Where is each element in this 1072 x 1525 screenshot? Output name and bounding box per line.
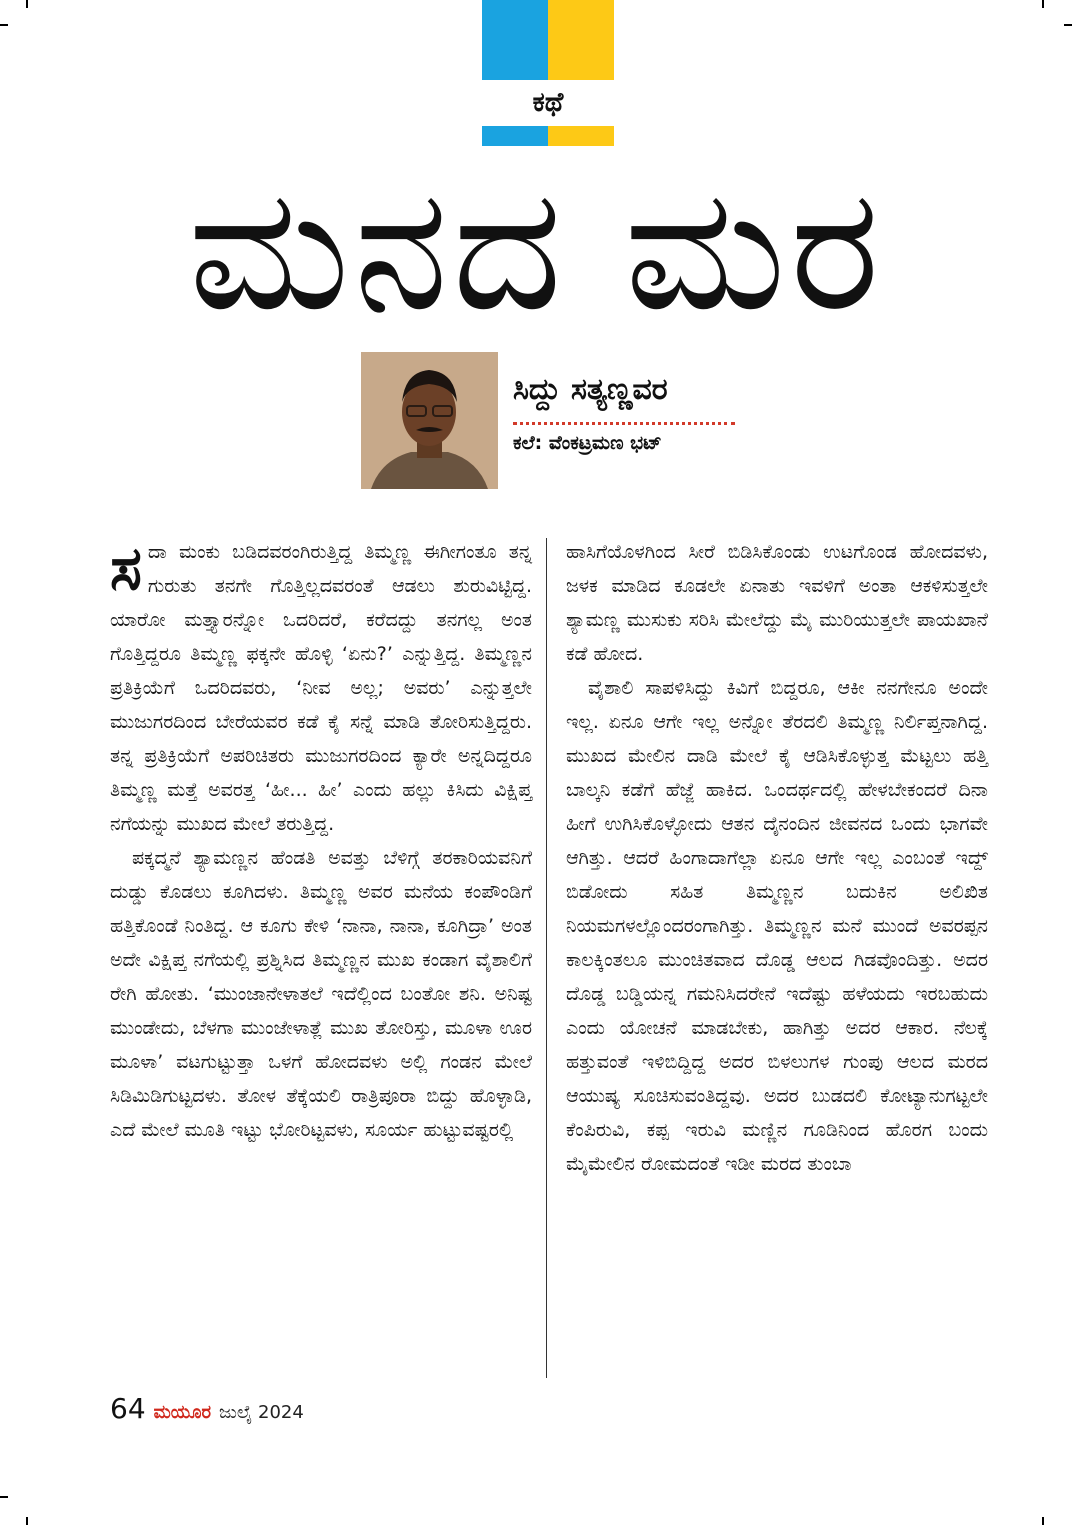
page-footer — [110, 1392, 304, 1425]
section-logo — [482, 0, 614, 146]
drop-cap: ಸ — [110, 534, 142, 604]
author-portrait-icon — [361, 352, 498, 489]
article-column-left — [110, 535, 532, 1147]
crop-mark — [26, 0, 28, 8]
crop-mark — [26, 1517, 28, 1525]
section-label: ಕಥೆ — [532, 87, 564, 118]
crop-mark — [0, 1496, 8, 1498]
crop-mark — [1064, 24, 1072, 26]
section-logo-yellow-bar — [548, 126, 614, 146]
article-column-right — [566, 535, 988, 1181]
byline-divider — [513, 422, 735, 425]
issue-date: ಜುಲೈ 2024 — [219, 1402, 304, 1423]
section-logo-blue-bar — [482, 126, 548, 146]
page-number: 64 — [110, 1392, 146, 1425]
crop-mark — [1042, 0, 1044, 8]
section-logo-blue-block — [482, 0, 548, 80]
illustration-credit: ಕಲೆ: ವೆಂಕಟ್ರಮಣ ಭಟ್ — [513, 432, 662, 454]
article-paragraph: ಪಕ್ಕದ್ಮನೆ ಶ್ಯಾಮಣ್ಣನ ಹೆಂಡತಿ ಅವತ್ತು ಬೆಳಿಗ್ಗೆ ತರಕಾರಿಯವನಿಗೆ ದುಡ್ಡು ಕೊಡಲು ಕೂಗಿದಳು. ತಿಮ್ಮಣ್ಣ ಅವರ ಮನೆಯ ಕಂಪೌಂಡಿಗೆ ಹತ್ತಿಕೊಂಡೆ ನಿಂತಿದ್ದ. ಆ ಕೂಗು ಕೇಳಿ ‘ನಾನಾ, ನಾನಾ, ಕೂಗಿದ್ರಾ’ ಅಂತ ಅದೇ ವಿಕ್ಷಿಪ್ತ ನಗೆಯಲ್ಲಿ ಪ್ರಶ್ನಿಸಿದ ತಿಮ್ಮಣ್ಣನ ಮುಖ ಕಂಡಾಗ ವೈಶಾಲಿಗೆ ರೇಗಿ ಹೋತು. ‘ಮುಂಜಾನೇಳಾತಲೆ ಇದೆಲ್ಲಿಂದ ಬಂತೋ ಶನಿ. ಅನಿಷ್ಟ ಮುಂಡೇದು, ಬೆಳಗಾ ಮುಂಜೇಳಾತ್ಲೆ ಮುಖ ತೋರಿಸ್ತು, ಮೂಳಾ ಊರ ಮೂಳಾ’ ವಟಗುಟ್ಟುತ್ತಾ ಒಳಗೆ ಹೋದವಳು ಅಲ್ಲಿ ಗಂಡನ ಮೇಲೆ ಸಿಡಿಮಿಡಿಗುಟ್ಟದಳು. ತೋಳ ತೆಕ್ಕೆಯಲಿ ರಾತ್ರಿಪೂರಾ ಬಿದ್ದು ಹೊಳ್ಳಾಡಿ, ಎದೆ ಮೇಲೆ ಮೂತಿ ಇಟ್ಟು ಭೋರಿಟ್ಟವಳು, ಸೂರ್ಯ ಹುಟ್ಟುವಷ್ಟರಲ್ಲಿ — [110, 847, 532, 1141]
article-paragraph: ವೈಶಾಲಿ ಸಾಪಳಿಸಿದ್ದು ಕಿವಿಗೆ ಬಿದ್ದರೂ, ಆಕೀ ನನಗೇನೂ ಅಂದೇ ಇಲ್ಲ. ಏನೂ ಆಗೇ ಇಲ್ಲ ಅನ್ನೋ ತೆರದಲಿ ತಿಮ್ಮಣ್ಣ ನಿರ್ಲಿಪ್ತನಾಗಿದ್ದ. ಮುಖದ ಮೇಲಿನ ದಾಡಿ ಮೇಲೆ ಕೈ ಆಡಿಸಿಕೊಳ್ಳುತ್ತ ಮೆಟ್ಟಲು ಹತ್ತಿ ಬಾಲ್ಕನಿ ಕಡೆಗೆ ಹೆಜ್ಜೆ ಹಾಕಿದ. ಒಂದರ್ಥದಲ್ಲಿ ಹೇಳಬೇಕಂದರೆ ದಿನಾ ಹೀಗೆ ಉಗಿಸಿಕೊಳ್ಳೋದು ಆತನ ದೈನಂದಿನ ಜೀವನದ ಒಂದು ಭಾಗವೇ ಆಗಿತ್ತು. ಆದರೆ ಹಿಂಗಾದಾಗೆಲ್ಲಾ ಏನೂ ಆಗೇ ಇಲ್ಲ ಎಂಬಂತೆ ಇದ್ದ್ ಬಿಡೋದು ಸಹಿತ ತಿಮ್ಮಣ್ಣನ ಬದುಕಿನ ಅಲಿಖಿತ ನಿಯಮಗಳಲ್ಲೊಂದರಂಗಾಗಿತ್ತು. ತಿಮ್ಮಣ್ಣನ ಮನೆ ಮುಂದೆ ಅವರಪ್ಪನ ಕಾಲಕ್ಕಿಂತಲೂ ಮುಂಚಿತವಾದ ದೊಡ್ಡ ಆಲದ ಗಿಡವೊಂದಿತ್ತು. ಅದರ ದೊಡ್ಡ ಬಡ್ಡಿಯನ್ನ ಗಮನಿಸಿದರೇನೆ ಇದೆಷ್ಟು ಹಳೆಯದು ಇರಬಹುದು ಎಂದು ಯೋಚನೆ ಮಾಡಬೇಕು, ಹಾಗಿತ್ತು ಅದರ ಆಕಾರ. ನೆಲಕ್ಕೆ ಹತ್ತುವಂತೆ ಇಳಿಬಿದ್ದಿದ್ದ ಅದರ ಬಿಳಲುಗಳ ಗುಂಪು ಆಲದ ಮರದ ಆಯುಷ್ಯ ಸೂಚಿಸುವಂತಿದ್ದವು. ಅದರ ಬುಡದಲಿ ಕೋಟ್ಯಾನುಗಟ್ಟಲೇ ಕೆಂಪಿರುವಿ, ಕಪ್ಪ ಇರುವಿ ಮಣ್ಣಿನ ಗೂಡಿನಿಂದ ಹೊರಗ ಬಂದು ಮೈಮೇಲಿನ ರೋಮದಂತೆ ಇಡೀ ಮರದ ತುಂಬಾ — [566, 677, 988, 1175]
section-logo-yellow-block — [548, 0, 614, 80]
headline: ಮನದ ಮರ — [188, 151, 884, 349]
crop-mark — [0, 24, 8, 26]
crop-mark — [1042, 1517, 1044, 1525]
article-paragraph: ಹಾಸಿಗೆಯೊಳಗಿಂದ ಸೀರೆ ಬಿಡಿಸಿಕೊಂಡು ಉಟಗೊಂಡ ಹೋದವಳು, ಜಳಕ ಮಾಡಿದ ಕೂಡಲೇ ಏನಾತು ಇವಳಿಗೆ ಅಂತಾ ಆಕಳಿಸುತ್ತಲೇ ಶ್ಯಾಮಣ್ಣ ಮುಸುಕು ಸರಿಸಿ ಮೇಲೆದ್ದು ಮೈ ಮುರಿಯುತ್ತಲೇ ಪಾಯಖಾನೆ ಕಡೆ ಹೋದ. — [566, 541, 988, 665]
magazine-name: ಮಯೂರ — [153, 1402, 212, 1423]
author-name: ಸಿದ್ದು ಸತ್ಯಣ್ಣವರ — [513, 372, 668, 407]
article-paragraph: ದಾ ಮಂಕು ಬಡಿದವರಂಗಿರುತ್ತಿದ್ದ ತಿಮ್ಮಣ್ಣ ಈಗೀಗಂತೂ ತನ್ನ ಗುರುತು ತನಗೇ ಗೊತ್ತಿಲ್ಲದವರಂತೆ ಆಡಲು ಶುರುವಿಟ್ಟಿದ್ದ. ಯಾರೋ ಮತ್ತ್ಯಾರನ್ನೋ ಒದರಿದರೆ, ಕರೆದದ್ದು ತನಗಲ್ಲ ಅಂತ ಗೊತ್ತಿದ್ದರೂ ತಿಮ್ಮಣ್ಣ ಫಕ್ಕನೇ ಹೊಳ್ಳಿ ‘ಏನು?’ ಎನ್ನುತ್ತಿದ್ದ. ತಿಮ್ಮಣ್ಣನ ಪ್ರತಿಕ್ರಿಯೆಗೆ ಒದರಿದವರು, ‘ನೀವ ಅಲ್ಲ; ಅವರು’ ಎನ್ನುತ್ತಲೇ ಮುಜುಗರದಿಂದ ಬೇರೆಯವರ ಕಡೆ ಕೈ ಸನ್ನೆ ಮಾಡಿ ತೋರಿಸುತ್ತಿದ್ದರು. ತನ್ನ ಪ್ರತಿಕ್ರಿಯೆಗೆ ಅಪರಿಚಿತರು ಮುಜುಗರದಿಂದ ಕ್ಯಾರೇ ಅನ್ನದಿದ್ದರೂ ತಿಮ್ಮಣ್ಣ ಮತ್ತೆ ಅವರತ್ತ ‘ಹೀ... ಹೀ’ ಎಂದು ಹಲ್ಲು ಕಿಸಿದು ವಿಕ್ಷಿಪ್ತ ನಗೆಯನ್ನು ಮುಖದ ಮೇಲೆ ತರುತ್ತಿದ್ದ. — [110, 541, 532, 835]
column-divider — [546, 538, 547, 1378]
author-photo — [361, 352, 498, 489]
